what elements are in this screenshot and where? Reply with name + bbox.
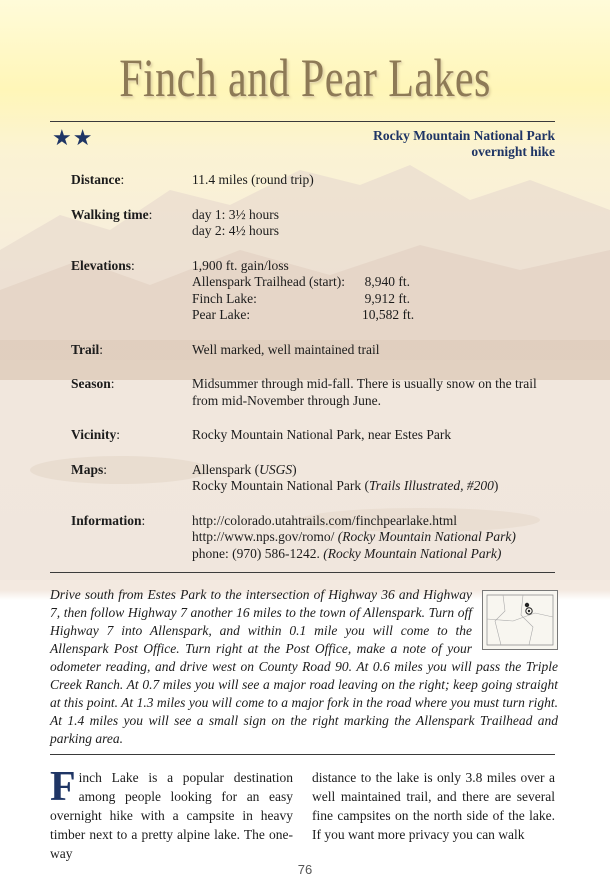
hike-type: overnight hike	[471, 144, 555, 159]
season-line: Midsummer through mid-fall. There is usually snow on the trail	[192, 376, 537, 391]
walking-time-day2: day 2: 4½ hours	[192, 223, 279, 238]
distance-value: 11.4 miles (round trip)	[192, 172, 314, 187]
trail-label: Trail	[71, 341, 100, 357]
information-label: Information	[71, 512, 142, 528]
body-top-divider	[50, 754, 555, 755]
season-row: Season: Midsummer through mid-fall. There is usually snow on the trail from mid-November through June.	[71, 376, 571, 409]
elevations-row: Elevations: 1,900 ft. gain/loss Allenspark Trailhead (start): 8,940 ft. Finch Lake: 9,912 ft. Pear Lake: 10,582 ft.	[71, 258, 571, 324]
directions-top-divider	[50, 572, 555, 573]
information-row: Information: http://colorado.utahtrails.com/finchpearlake.html http://www.nps.gov/romo/ (Rocky Mountain National Park) phone: (970) 586-1242. (Rocky Mountain National Park)	[71, 513, 571, 563]
map-usgs: Allenspark (USGS)	[192, 461, 297, 477]
maps-row: Maps: Allenspark (USGS) Rocky Mountain National Park (Trails Illustrated, #200)	[71, 462, 571, 495]
info-url-utahtrails[interactable]: http://colorado.utahtrails.com/finchpearlake.html	[192, 512, 458, 528]
body-text-col1: inch Lake is a popular destination among people looking for an easy overnight hike with a campsite in heavy timber next to a pretty alpine lake. The one-way	[50, 770, 293, 861]
distance-label: Distance	[71, 172, 121, 187]
driving-directions	[50, 586, 558, 748]
elevation-gain: 1,900 ft. gain/loss	[192, 257, 289, 273]
park-name: Rocky Mountain National Park	[373, 128, 555, 143]
body-column-right: distance to the lake is only 3.8 miles over a well maintained trail, and there are several fine campsites on the north side of the lake. If you want more privacy you can walk	[312, 770, 555, 842]
body-text	[50, 764, 555, 863]
vicinity-value: Rocky Mountain National Park, near Estes Park	[192, 427, 452, 442]
vicinity-row: Vicinity: Rocky Mountain National Park, near Estes Park	[71, 427, 571, 444]
distance-row: Distance: 11.4 miles (round trip)	[71, 172, 571, 189]
elevation-point: Finch Lake: 9,912 ft.	[192, 290, 410, 306]
map-trails-illustrated: Rocky Mountain National Park (Trails Illustrated, #200)	[192, 478, 499, 493]
season-label: Season	[71, 376, 111, 391]
trail-row: Trail: Well marked, well maintained trail	[71, 342, 571, 359]
elevations-label: Elevations	[71, 257, 132, 273]
vicinity-label: Vicinity	[71, 427, 117, 442]
walking-time-label: Walking time	[71, 206, 149, 222]
season-line: from mid-November through June.	[192, 392, 381, 408]
park-header	[373, 128, 555, 160]
info-url-nps-note: (Rocky Mountain National Park)	[334, 529, 516, 544]
drop-cap: F	[50, 764, 76, 810]
info-url-nps[interactable]: http://www.nps.gov/romo/	[192, 529, 335, 544]
info-phone-note: (Rocky Mountain National Park)	[323, 545, 502, 561]
rating-stars: ★★	[52, 126, 94, 151]
walking-time-row: Walking time: day 1: 3½ hours day 2: 4½ hours	[71, 207, 571, 240]
trail-info-table	[71, 172, 571, 580]
elevation-point: Allenspark Trailhead (start): 8,940 ft.	[192, 274, 410, 289]
trail-value: Well marked, well maintained trail	[192, 341, 380, 357]
colorado-locator-map	[482, 590, 558, 650]
info-phone: phone: (970) 586-1242.	[192, 545, 324, 561]
body-column-left	[50, 764, 293, 863]
walking-time-day1: day 1: 3½ hours	[192, 206, 279, 222]
directions-text: Drive south from Estes Park to the intersection of Highway 36 and Highway 7, then follow Highway 7 another 16 miles to the town of Allenspark. Turn off Highway 7 into Allenspark, and within 0.1 mile you will come to the Allenspark Post Office. Turn right at the Post Office, make a note of your odometer reading, and drive west on County Road 90. At 0.6 miles you will pass the Triple Creek Ranch. At 0.7 miles you will see a major road leaving on the right; keep going straight at this point. At 1.3 miles you will come to a major fork in the road where you must turn right. At 1.4 miles you will see a small sign on the right marking the Allenspark Trailhead and parking area.	[50, 587, 558, 746]
title-divider	[50, 121, 555, 122]
maps-label: Maps	[71, 461, 104, 477]
page-number: 76	[297, 862, 313, 877]
elevation-point: Pear Lake: 10,582 ft.	[192, 307, 415, 322]
page-title: Finch and Pear Lakes	[119, 48, 491, 108]
